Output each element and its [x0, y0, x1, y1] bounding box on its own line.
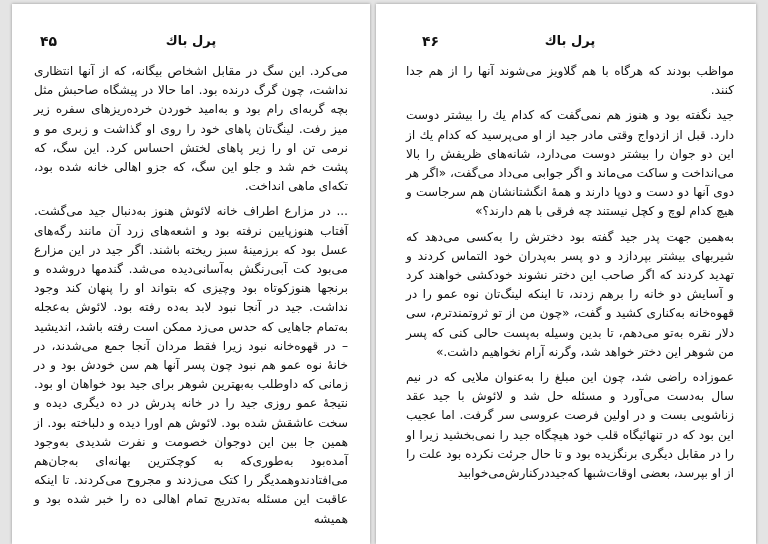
page-body	[34, 62, 348, 529]
paragraph: می‌کرد. این سگ در مقابل اشخاص بیگانه، که از آنها انتظاری نداشت، چون گرگ درنده بود. اما حالا در پیشگاه صاحبش مثل بچه گربه‌ای رام بود و به‌امید خوردن خرده‌ریزهای سفره زیر میز رفت. لینگ‌تان پاهای خود را روی او گذاشت و زبری مو و نرمی تن او را زیر پاهای لختش احساس کرد. این سگ، که پشت خم شد و جلو این سگ، که جزو اهالی خانه شده بود، تکه‌ای ماهی انداخت.	[34, 64, 348, 194]
page-header	[34, 34, 348, 56]
page-header	[406, 34, 734, 56]
running-title: پرل باك	[544, 34, 596, 49]
running-title: پرل باك	[165, 34, 217, 49]
page-number: ۴۵	[40, 34, 58, 50]
paragraph: مواظب بودند که هرگاه با هم گلاویز می‌شوند آنها را از هم جدا کنند.	[406, 64, 734, 98]
paragraph: به‌همین جهت پدر جید گفته بود دخترش را به‌کسی می‌دهد که شیربهای بیشتر بپردازد و دو پسر به‌پدران خود التماس کردند و تهدید کردند که اگر صاحب این دختر نشوند خودکشی خواهند کرد و آسایش دو خانه را برهم زدند، تا اینکه لینگ‌تان نوه عمو را در قهوه‌خانه به‌کناری کشید و گفت، «چون من از تو ثروتمندترم، سی دلار نقره به‌تو می‌دهم، تا بدین وسیله به‌پست حالی کنی که پسر من شوهر این دختر خواهد شد، وگرنه آرام نخواهیم داشت.»	[406, 229, 734, 359]
paragraph: جید نگفته بود و هنوز هم نمی‌گفت که کدام یك را بیشتر دوست دارد. قبل از ازدواج وقتی مادر جید از او می‌پرسید که کدام یك از این دو جوان را بیشتر دوست می‌دارد، شانه‌های ظریفش را بالا می‌انداخت و ساکت می‌ماند و اگر جوابی می‌داد می‌گفت، «اگر هر دوی آنها دو دست و دوپا دارند و همهٔ انگشتانشان هم سرجاست و هیچ کدام لوچ و کچل نیستند چه فرقی با هم دارند؟»	[406, 108, 734, 219]
right-page	[376, 4, 756, 544]
left-page	[12, 4, 370, 544]
page-number: ۴۶	[422, 34, 440, 50]
page-body	[406, 62, 734, 483]
paragraph: ... در مزارع اطراف خانه لائوش هنوز به‌دنبال جید می‌گشت. آفتاب هنوزپایین نرفته بود و اشعه‌های زرد آن مانند رگه‌های عسل بود که برزمینهٔ سبز ریخته باشند. اگر جید در این مزارع می‌بود کت آبی‌رنگش به‌آسانی‌دیده می‌شد. گندمها دروشده و برنجها هنوزکوتاه بود وچیزی که بتواند او را پنهان کند وجود نداشت. جید در آنجا نبود لابد به‌ده رفته بود. لائوش به‌عجله به‌تمام جاهایی که حدس می‌زد ممکن است رفته باشد، اندیشید – در قهوه‌خانه نبود زیرا فقط مردان آنجا جمع می‌شدند، در خانهٔ نوه عمو هم نبود چون پسر آنها هم سن خودش بود و در زمانی که داوطلب به‌بهترین شوهر برای جید بود خواهان او بود. نتیجهٔ عمو روزی جید را در خانه پدرش در ده دیگری دیده و سخت عاشقش شده بود. لائوش هم اورا دیده و دلباخته بود. از همین جا بین این دوجوان خصومت و نفرت شدیدی به‌وجود آمده‌بود به‌طوری‌که به کوچکترین بهانه‌ای به‌جان‌هم می‌افتادندوهمدیگر را کتک می‌زدند و مجروح می‌کردند. تا اینکه عاقبت این مسئله به‌تدریج تمام اهالی ده را خبر شده بود و همیشه	[34, 204, 348, 526]
paragraph: عموزاده راضی شد، چون این مبلغ را به‌عنوان ملایی که در نیم سال به‌دست می‌آورد و مسئله حل شد و لائوش با جید عقد زناشویی بست و در اولین فرصت عروسی سر گرفت. اما عجیب این بود که در تنهائیگاه قلب خود هیچگاه جید را نمی‌بخشید زیرا او را در مقابل دیگری برنگزیده بود و تا حال جرئت نکرده بود علت را از او بپرسد، بعضی اوقات‌شبها که‌جیددرکنارش‌می‌خوابید	[406, 370, 734, 481]
